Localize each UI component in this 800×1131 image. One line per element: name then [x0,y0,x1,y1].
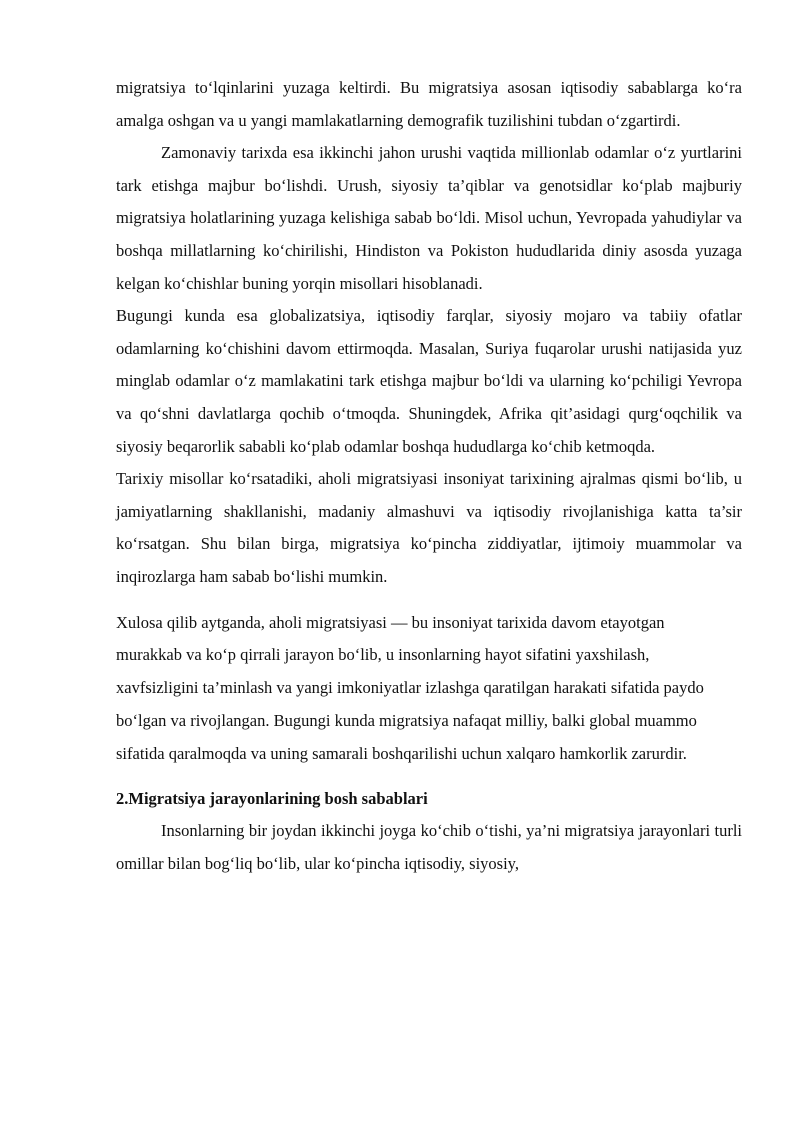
paragraph-historical-examples: Tarixiy misollar ko‘rsatadiki, aholi migratsiyasi insoniyat tarixining ajralmas qismi bo‘lib, u jamiyatlarning shakllanishi, madaniy almashuvi va iqtisodiy rivojlanishiga katta ta’sir ko‘rsatgan. Shu bilan birga, migratsiya ko‘pincha ziddiyatlar, ijtimoiy muammolar va inqirozlarga ham sabab bo‘lishi mumkin. [116,469,742,586]
paragraph-migration-waves: migratsiya to‘lqinlarini yuzaga keltirdi. Bu migratsiya asosan iqtisodiy sabablarga ko‘ra amalga oshgan va u yangi mamlakatlarning demografik tuzilishini tubdan o‘zgartirdi. [116,78,742,130]
section-heading: 2.Migratsiya jarayonlarining bosh sabablari [116,789,428,809]
paragraph-conclusion: Xulosa qilib aytganda, aholi migratsiyasi — bu insoniyat tarixida davom etayotgan murakkab va ko‘p qirrali jarayon bo‘lib, u insonlarning hayot sifatini yaxshilash, xavfsizligini ta’minlash va yangi imkoniyatlar izlashga qaratilgan harakati sifatida paydo bo‘lgan va rivojlangan. Bugungi kunda migratsiya nafaqat milliy, balki global muammo sifatida qaralmoqda va uning samarali boshqarilishi uchun xalqaro hamkorlik zarurdir. [116,612,704,763]
section-paragraph: Insonlarning bir joydan ikkinchi joyga ko‘chib o‘tishi, ya’ni migratsiya jarayonlari turli omillar bilan bog‘liq bo‘lib, ular ko‘pincha iqtisodiy, siyosiy, [116,821,742,874]
paragraph-world-war-two: Zamonaviy tarixda esa ikkinchi jahon urushi vaqtida millionlab odamlar o‘z yurtlarini tark etishga majbur bo‘lishdi. Urush, siyosiy ta’qiblar va genotsidlar ko‘plab majburiy migratsiya holatlarining yuzaga kelishiga sabab bo‘ldi. Misol uchun, Yevropada yahudiylar va boshqa millatlarning ko‘chirilishi, Hindiston va Pokiston hududlarida diniy asosda yuzaga kelgan ko‘chishlar buning yorqin misollari hisoblanadi. [116,143,742,293]
document-page [116,72,742,881]
paragraph-globalization: Bugungi kunda esa globalizatsiya, iqtisodiy farqlar, siyosiy mojaro va tabiiy ofatlar odamlarning ko‘chishini davom ettirmoqda. Masalan, Suriya fuqarolar urushi natijasida yuz minglab odamlar o‘z mamlakatini tark etishga majbur bo‘ldi va ularning ko‘pchiligi Yevropa va qo‘shni davlatlarga qochib o‘tmoqda. Shuningdek, Afrika qit’asidagi qurg‘oqchilik va siyosiy beqarorlik sababli ko‘plab odamlar boshqa hududlarga ko‘chib ketmoqda. [116,306,742,456]
